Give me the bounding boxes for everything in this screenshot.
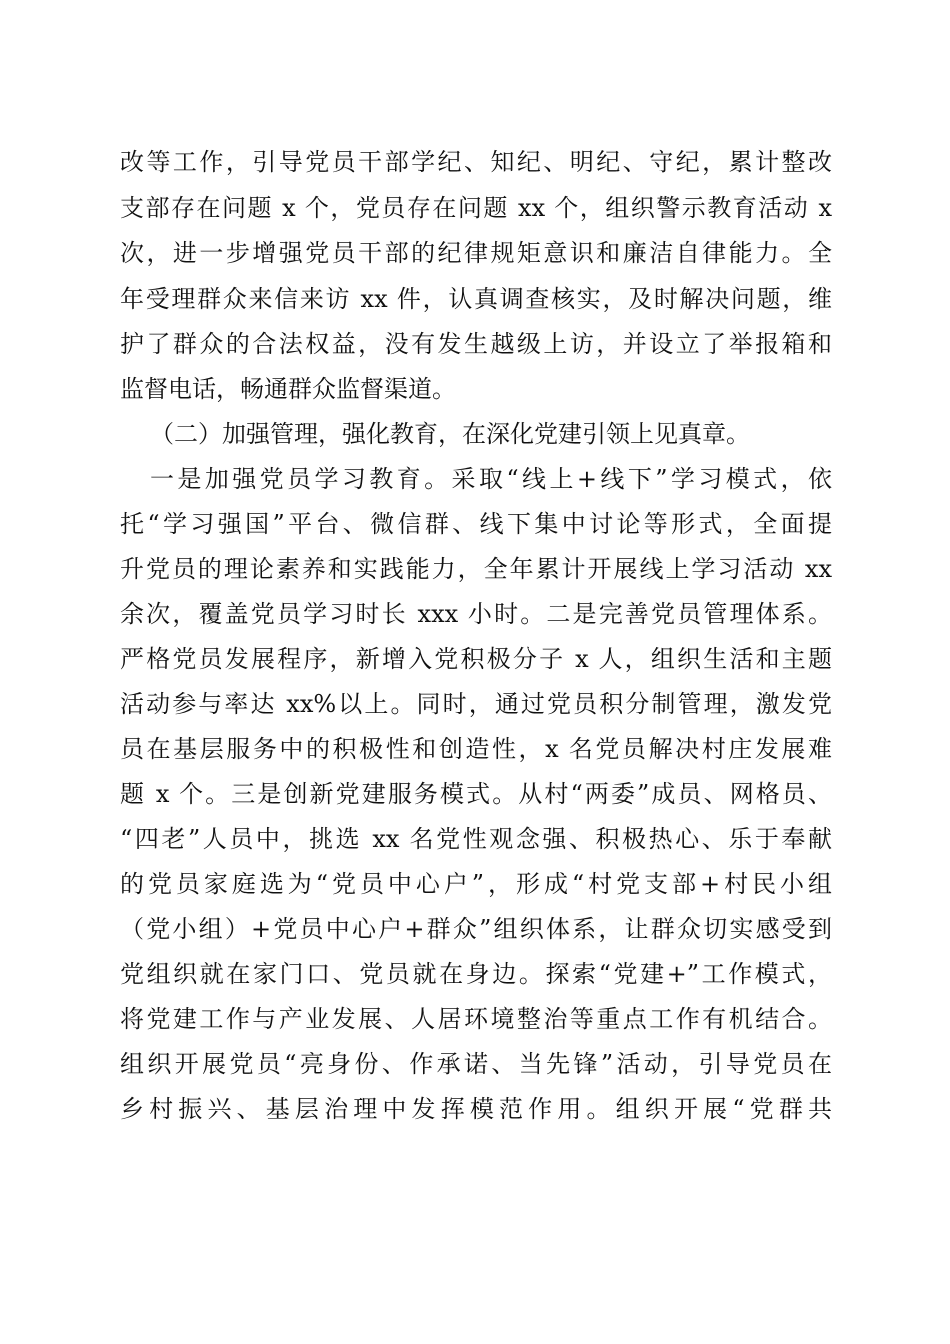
paragraph2-line: 余次，覆盖党员学习时长 xxx 小时。二是完善党员管理体系。 <box>120 600 832 628</box>
paragraph2-line: 组织开展党员“亮身份、作承诺、当先锋”活动，引导党员在 <box>120 1050 832 1078</box>
paragraph2-line: 的党员家庭选为“党员中心户”，形成“村党支部+村民小组 <box>120 870 832 898</box>
paragraph2-line: “四老”人员中，挑选 xx 名党性观念强、积极热心、乐于奉献 <box>120 825 832 853</box>
paragraph2-line: （党小组）+党员中心户+群众”组织体系，让群众切实感受到 <box>120 915 832 943</box>
paragraph2-line: 将党建工作与产业发展、人居环境整治等重点工作有机结合。 <box>120 1005 832 1033</box>
paragraph2-line: 活动参与率达 xx%以上。同时，通过党员积分制管理，激发党 <box>120 690 832 718</box>
paragraph2-line: 党组织就在家门口、党员就在身边。探索“党建+”工作模式， <box>120 960 832 988</box>
paragraph1-line: 改等工作，引导党员干部学纪、知纪、明纪、守纪，累计整改 <box>120 148 832 176</box>
paragraph1-line: 监督电话，畅通群众监督渠道。 <box>120 375 456 403</box>
paragraph1-line: 支部存在问题 x 个，党员存在问题 xx 个，组织警示教育活动 x <box>120 194 832 222</box>
paragraph2-line: 一是加强党员学习教育。采取“线上+线下”学习模式，依 <box>150 465 832 493</box>
paragraph2-line: 题 x 个。三是创新党建服务模式。从村“两委”成员、网格员、 <box>120 780 832 808</box>
paragraph1-line: 次，进一步增强党员干部的纪律规矩意识和廉洁自律能力。全 <box>120 239 832 267</box>
paragraph2-line: 升党员的理论素养和实践能力，全年累计开展线上学习活动 xx <box>120 555 832 583</box>
paragraph2-line: 托“学习强国”平台、微信群、线下集中讨论等形式，全面提 <box>120 510 832 538</box>
paragraph2-line: 乡村振兴、基层治理中发挥模范作用。组织开展“党群共 <box>120 1095 832 1123</box>
paragraph1-line: 护了群众的合法权益，没有发生越级上访，并设立了举报箱和 <box>120 330 832 358</box>
paragraph1-line: 年受理群众来信来访 xx 件，认真调查核实，及时解决问题，维 <box>120 285 832 313</box>
paragraph2-line: 严格党员发展程序，新增入党积极分子 x 人，组织生活和主题 <box>120 645 832 673</box>
paragraph2-line: 员在基层服务中的积极性和创造性，x 名党员解决村庄发展难 <box>120 735 832 763</box>
section-heading: （二）加强管理，强化教育，在深化党建引领上见真章。 <box>150 420 750 448</box>
